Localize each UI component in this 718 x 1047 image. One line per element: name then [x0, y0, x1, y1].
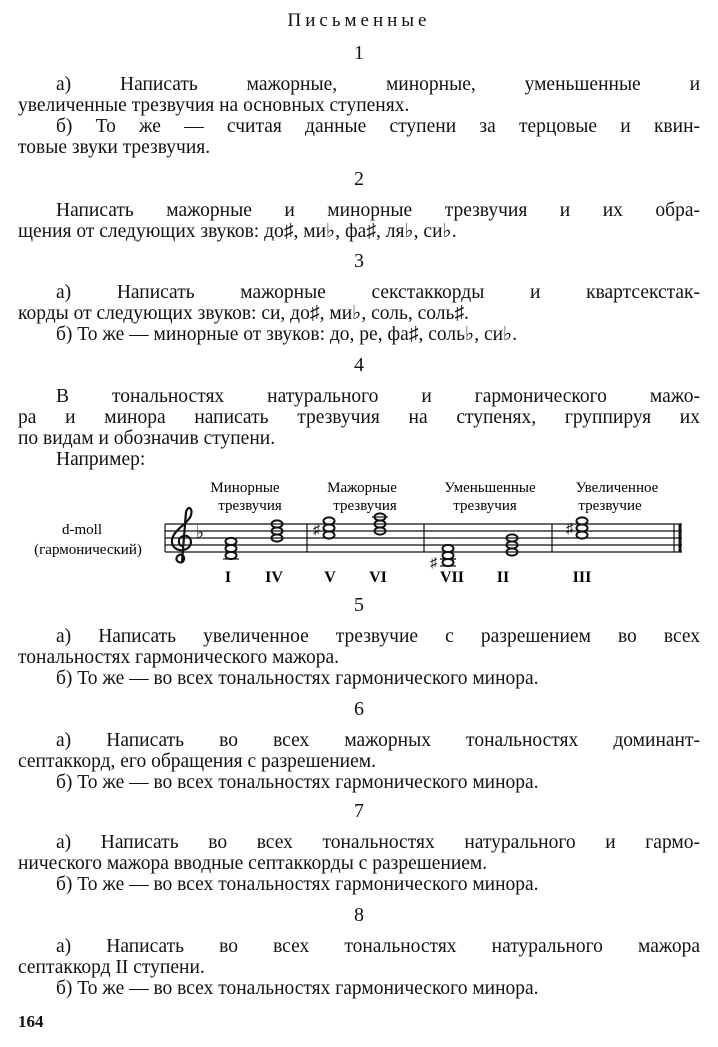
text-line: корды от следующих звуков: си, до♯, ми♭, соль, соль♯.	[18, 303, 469, 324]
text-line: Например:	[56, 449, 146, 470]
exercise-4-text	[18, 386, 700, 470]
flat-icon: ♭	[196, 523, 205, 542]
text-line: ра и минора написать трезвучия на ступенях, группируя их	[18, 407, 700, 428]
exercise-number: 1	[354, 42, 364, 64]
sharp-icon: ♯	[313, 523, 320, 538]
exercise-number: 4	[354, 354, 364, 376]
text-line: б) То же — во всех тональностях гармонического минора.	[56, 874, 539, 895]
exercise-8-text	[18, 936, 700, 999]
chord-III	[577, 517, 588, 538]
text-line: а) Написать во всех тональностях натурального и гармо-	[56, 832, 700, 853]
treble-clef-icon	[172, 508, 192, 562]
exercise-number: 7	[354, 800, 364, 822]
text-line: тональностях гармонического мажора.	[18, 647, 340, 668]
text-line: а) Написать увеличенное трезвучие с разрешением во всех	[56, 626, 700, 647]
exercise-7-text	[18, 832, 700, 895]
text-line: В тональностях натурального и гармонического мажо-	[56, 386, 700, 407]
group-title: трезвучия	[453, 498, 517, 514]
degree-label: VI	[369, 569, 387, 586]
page-number: 164	[18, 1012, 44, 1031]
chord-V	[324, 517, 335, 538]
sharp-icon: ♯	[566, 522, 573, 537]
music-example	[0, 478, 718, 588]
group-title: Минорные	[210, 480, 280, 496]
sharp-icon: ♯	[430, 556, 437, 571]
text-line: Написать мажорные и минорные трезвучия и их обра-	[56, 200, 700, 221]
exercise-number: 2	[354, 168, 364, 190]
text-line: б) То же — во всех тональностях гармонического минора.	[56, 668, 539, 689]
chord-VII	[440, 545, 456, 566]
group-title: Уменьшенные	[444, 480, 536, 496]
text-line: а) Написать мажорные, минорные, уменьшенные и	[56, 74, 700, 95]
group-title: Увеличенное	[575, 480, 659, 496]
text-line: б) То же — во всех тональностях гармонического минора.	[56, 978, 539, 999]
degree-label: III	[572, 569, 592, 586]
text-line: б) То же — минорные от звуков: до, ре, фа♯, соль♭, си♭.	[56, 324, 518, 345]
key-label: d-moll	[62, 522, 102, 538]
degree-label: V	[324, 569, 336, 586]
degree-label: VII	[439, 569, 465, 586]
text-line: нического мажора вводные септаккорды с разрешением.	[18, 853, 488, 874]
exercise-6-text	[18, 730, 700, 793]
text-line: а) Написать во всех тональностях натурального мажора	[56, 936, 700, 957]
text-line: товые звуки трезвучия.	[18, 137, 211, 158]
degree-label: II	[496, 569, 510, 586]
degree-label: I	[224, 569, 232, 586]
group-title: трезвучие	[578, 498, 642, 514]
text-line: а) Написать во всех мажорных тональностях доминант-	[56, 730, 700, 751]
group-title: трезвучия	[218, 498, 282, 514]
text-line: септаккорд II ступени.	[18, 957, 205, 978]
exercise-number: 6	[354, 698, 364, 720]
text-line: увеличенные трезвучия на основных ступенях.	[18, 95, 410, 116]
text-line: б) То же — считая данные ступени за терцовые и квин-	[56, 116, 700, 137]
chord-I	[223, 538, 239, 559]
degree-label: IV	[265, 569, 283, 586]
group-title: трезвучия	[333, 498, 397, 514]
exercise-3-text	[18, 282, 700, 345]
chords	[223, 513, 588, 566]
text-line: септаккорд, его обращения с разрешением.	[18, 751, 376, 772]
exercise-1-text	[18, 74, 700, 158]
exercise-number: 8	[354, 904, 364, 926]
exercise-2-text	[18, 200, 700, 242]
text-line: а) Написать мажорные секстаккорды и квартсекстак-	[56, 282, 700, 303]
text-line: щения от следующих звуков: до♯, ми♭, фа♯, ля♭, си♭.	[18, 221, 457, 242]
exercise-5-text	[18, 626, 700, 689]
section-title: Письменные	[287, 10, 431, 31]
exercise-number: 5	[354, 594, 364, 616]
group-title: Мажорные	[327, 480, 397, 496]
text-line: б) То же — во всех тональностях гармонического минора.	[56, 772, 539, 793]
exercise-number: 3	[354, 250, 364, 272]
key-sublabel: (гармонический)	[34, 542, 142, 558]
text-line: по видам и обозначив ступени.	[18, 428, 276, 449]
